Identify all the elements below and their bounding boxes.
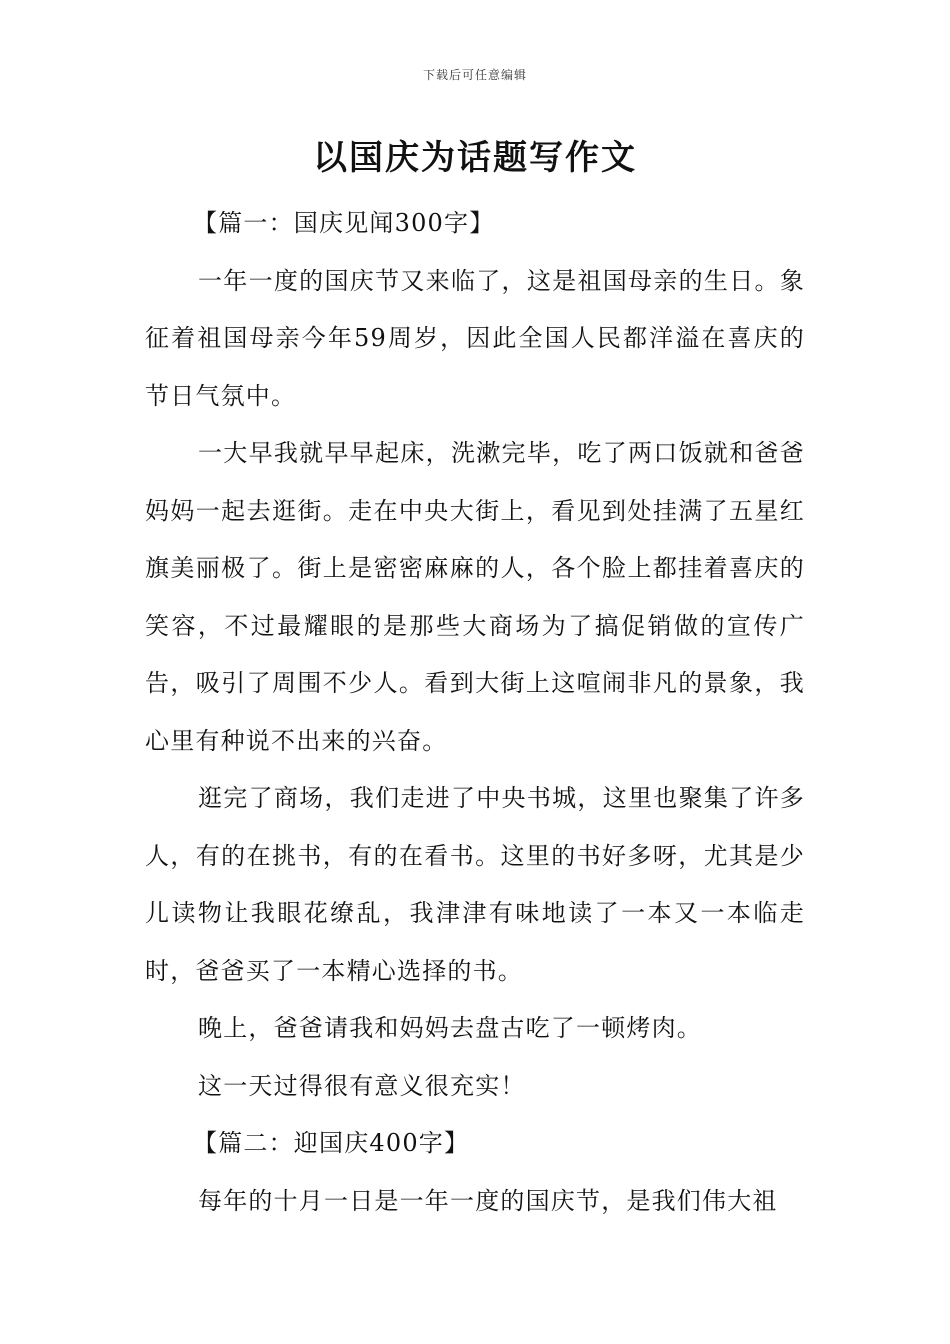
- paragraph: 晚上，爸爸请我和妈妈去盘古吃了一顿烤肉。: [198, 1014, 702, 1042]
- section-heading-1: 【篇一：国庆见闻300字】: [193, 209, 495, 237]
- paragraph: 一年一度的国庆节又来临了，这是祖国母亲的生日。象征着祖国母亲今年59周岁，因此全国人民都洋溢在喜庆的节日气氛中。: [145, 266, 805, 410]
- section-heading-2: 【篇二：迎国庆400字】: [193, 1129, 470, 1157]
- document-body: [145, 195, 805, 1230]
- paragraph: 每年的十月一日是一年一度的国庆节，是我们伟大祖: [198, 1186, 778, 1215]
- document-title: 以国庆为话题写作文: [313, 138, 637, 178]
- header-note: 下载后可任意编辑: [422, 68, 527, 82]
- paragraph: 逛完了商场，我们走进了中央书城，这里也聚集了许多人，有的在挑书，有的在看书。这里的书好多呀，尤其是少儿读物让我眼花缭乱，我津津有味地读了一本又一本临走时，爸爸买了一本精心选择的书。: [145, 784, 805, 985]
- paragraph: 这一天过得很有意义很充实！: [198, 1071, 526, 1100]
- paragraph: 一大早我就早早起床，洗漱完毕，吃了两口饭就和爸爸妈妈一起去逛街。走在中央大街上，看见到处挂满了五星红旗美丽极了。街上是密密麻麻的人，各个脸上都挂着喜庆的笑容，不过最耀眼的是那些大商场为了搞促销做的宣传广告，吸引了周围不少人。看到大街上这喧闹非凡的景象，我心里有种说不出来的兴奋。: [145, 439, 805, 755]
